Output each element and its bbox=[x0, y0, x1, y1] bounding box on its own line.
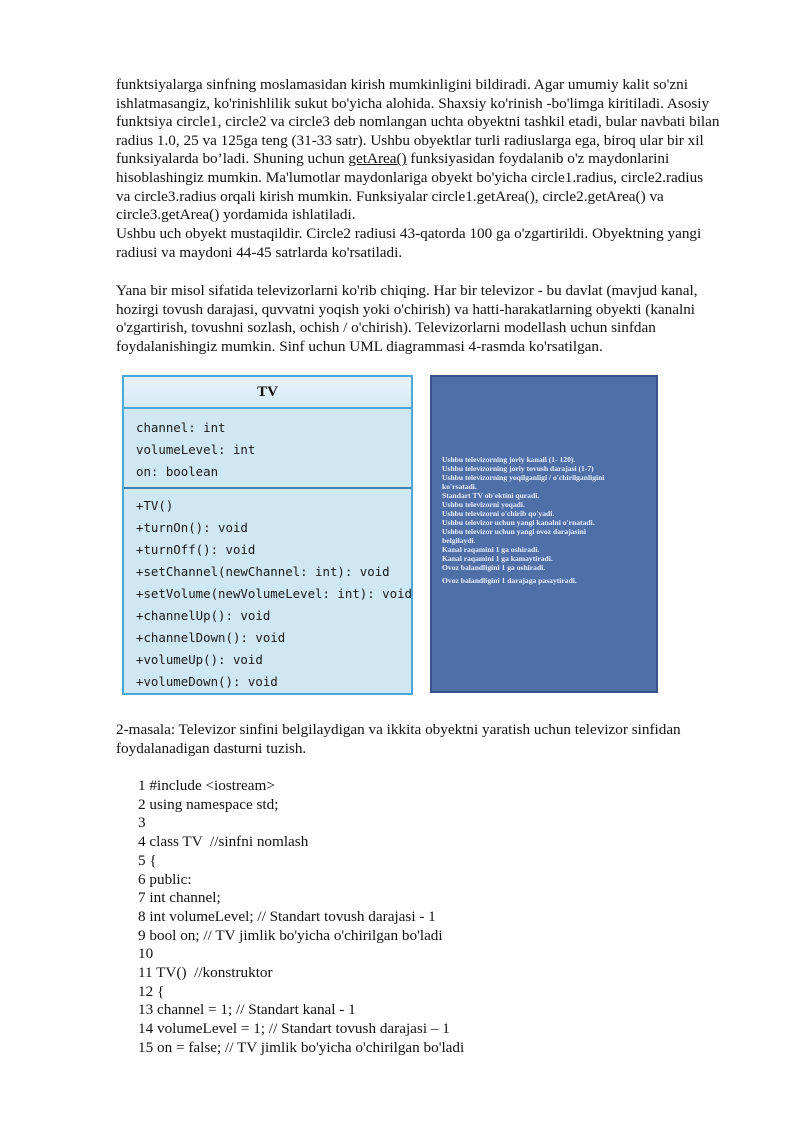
code-line: 2 using namespace std; bbox=[138, 795, 279, 813]
text-segment: funksiyasidan foydalanib o'z maydonlarini bbox=[406, 150, 670, 168]
code-listing bbox=[138, 777, 738, 1058]
text-line: radiusi va maydoni 44-45 satrlarda ko'rsatiladi. bbox=[116, 243, 403, 261]
uml-method: +turnOn(): void bbox=[136, 520, 248, 535]
uml-attribute: channel: int bbox=[136, 420, 226, 435]
code-line: 12 { bbox=[138, 982, 165, 1000]
code-line: 9 bool on; // TV jimlik bo'yicha o'chirilgan bo'ladi bbox=[138, 926, 443, 944]
note-line: Ushbu televizorning joriy kanali (1- 120). bbox=[442, 455, 576, 464]
code-line: 13 channel = 1; // Standart kanal - 1 bbox=[138, 1001, 356, 1019]
note-line: Ovoz balandligini 1 ga oshiradi. bbox=[442, 563, 546, 572]
note-line: Kanal raqamini 1 ga oshiradi. bbox=[442, 545, 540, 554]
text-line: foydalanadigan dasturni tuzish. bbox=[116, 739, 307, 757]
uml-class-diagram bbox=[122, 375, 413, 695]
code-line: 8 int volumeLevel; // Standart tovush darajasi - 1 bbox=[138, 907, 436, 925]
uml-method: +setChannel(newChannel: int): void bbox=[136, 564, 390, 579]
text-line: hozirgi tovush darajasi, quvvatni yoqish yoki o'chirish) va hatti-harakatlarning obyekti (kanalni bbox=[116, 300, 696, 318]
uml-class-name: TV bbox=[124, 377, 411, 409]
uml-method: +turnOff(): void bbox=[136, 542, 256, 557]
uml-attributes bbox=[124, 409, 411, 489]
uml-attribute: volumeLevel: int bbox=[136, 442, 256, 457]
paragraph-circle-objects bbox=[116, 76, 742, 225]
code-line: 11 TV() //konstruktor bbox=[138, 964, 273, 982]
text-line: funktsiyalarga sinfning moslamasidan kirish mumkinligini bildiradi. Agar umumiy kalit so'zni bbox=[116, 76, 688, 93]
paragraph-independent-objects bbox=[116, 225, 742, 262]
note-line: Ushbu televizorni yoqadi. bbox=[442, 500, 525, 509]
code-line: 7 int channel; bbox=[138, 889, 221, 907]
note-line: Ushbu televizorni o'chirib qo'yadi. bbox=[442, 509, 555, 518]
uml-attribute: on: boolean bbox=[136, 464, 219, 479]
note-line: ko'rsatadi. bbox=[442, 482, 477, 491]
code-line: 5 { bbox=[138, 851, 157, 869]
note-line: Ovoz balandligini 1 darajaga pasaytiradi. bbox=[442, 576, 577, 585]
note-line: Ushbu televizorning joriy tovush darajasi (1-7) bbox=[442, 464, 594, 473]
uml-method: +volumeDown(): void bbox=[136, 674, 278, 689]
text-line: ishlatmasangiz, ko'rinishlilik sukut bo'yicha alohida. Shaxsiy ko'rinish -bo'limga kiritiladi. Asosiy bbox=[116, 94, 710, 112]
text-line: circle3.getArea() yordamida ishlatiladi. bbox=[116, 206, 356, 224]
note-line: belgilaydi. bbox=[442, 536, 476, 545]
text-line: radius 1.0, 25 va 125ga teng (31-33 satr). Ushbu obyektlar turli radiuslarga ega, biroq ular bir xil bbox=[116, 131, 704, 149]
task-statement bbox=[116, 721, 742, 758]
code-line: 3 bbox=[138, 814, 146, 832]
uml-method: +channelUp(): void bbox=[136, 608, 271, 623]
note-line: Ushbu televizor uchun yangi kanalni o'rnatadi. bbox=[442, 518, 595, 527]
note-line: Ushbu televizorning yoqilganligi / o'chirilganligini bbox=[442, 473, 605, 482]
uml-descriptions-panel bbox=[430, 375, 658, 693]
text-segment: funksiyalarda bo’ladi. Shuning uchun bbox=[116, 150, 349, 168]
note-line: Standart TV ob'ektini quradi. bbox=[442, 491, 540, 500]
note-line: Ushbu televizor uchun yangi ovoz darajasini bbox=[442, 527, 586, 536]
text-line: o'zgartirish, tovushni sozlash, ochish / o'chirish). Televizorlarni modellash uchun sinfdan bbox=[116, 319, 656, 337]
code-line: 10 bbox=[138, 945, 154, 963]
uml-method: +channelDown(): void bbox=[136, 630, 286, 645]
code-line: 15 on = false; // TV jimlik bo'yicha o'chirilgan bo'ladi bbox=[138, 1038, 465, 1056]
uml-method: +volumeUp(): void bbox=[136, 652, 263, 667]
text-line: hisoblashingiz mumkin. Ma'lumotlar maydonlariga obyekt bo'yicha circle1.radius, circle2.radius bbox=[116, 168, 704, 186]
text-line: funktsiya circle1, circle2 va circle3 deb nomlangan uchta obyektni tashkil etadi, bular navbati bilan bbox=[116, 113, 720, 131]
uml-methods bbox=[124, 489, 411, 699]
text-line bbox=[116, 150, 742, 169]
code-line: 14 volumeLevel = 1; // Standart tovush darajasi – 1 bbox=[138, 1020, 450, 1038]
uml-descriptions-text bbox=[442, 455, 650, 585]
text-line: Yana bir misol sifatida televizorlarni ko'rib chiqing. Har bir televizor - bu davlat (mavjud kanal, bbox=[116, 282, 698, 299]
note-line: Kanal raqamini 1 ga kamaytiradi. bbox=[442, 554, 553, 563]
code-line: 6 public: bbox=[138, 870, 192, 888]
code-line: 4 class TV //sinfni nomlash bbox=[138, 833, 309, 851]
paragraph-tv-example bbox=[116, 282, 742, 356]
uml-method: +setVolume(newVolumeLevel: int): void bbox=[136, 586, 413, 601]
text-line: foydalanishingiz mumkin. Sinf uchun UML diagrammasi 4-rasmda ko'rsatilgan. bbox=[116, 337, 603, 355]
text-line: 2-masala: Televizor sinfini belgilaydigan va ikkita obyektni yaratish uchun televizor sinfidan bbox=[116, 721, 681, 738]
code-line: 1 #include <iostream> bbox=[138, 777, 275, 794]
text-line: va circle3.radius orqali kirish mumkin. Funksiyalar circle1.getArea(), circle2.getArea() va bbox=[116, 187, 664, 205]
getarea-link[interactable]: getArea() bbox=[348, 150, 407, 168]
uml-method: +TV() bbox=[136, 498, 174, 513]
text-line: Ushbu uch obyekt mustaqildir. Circle2 radiusi 43-qatorda 100 ga o'zgartirildi. Obyektning yangi bbox=[116, 225, 702, 242]
